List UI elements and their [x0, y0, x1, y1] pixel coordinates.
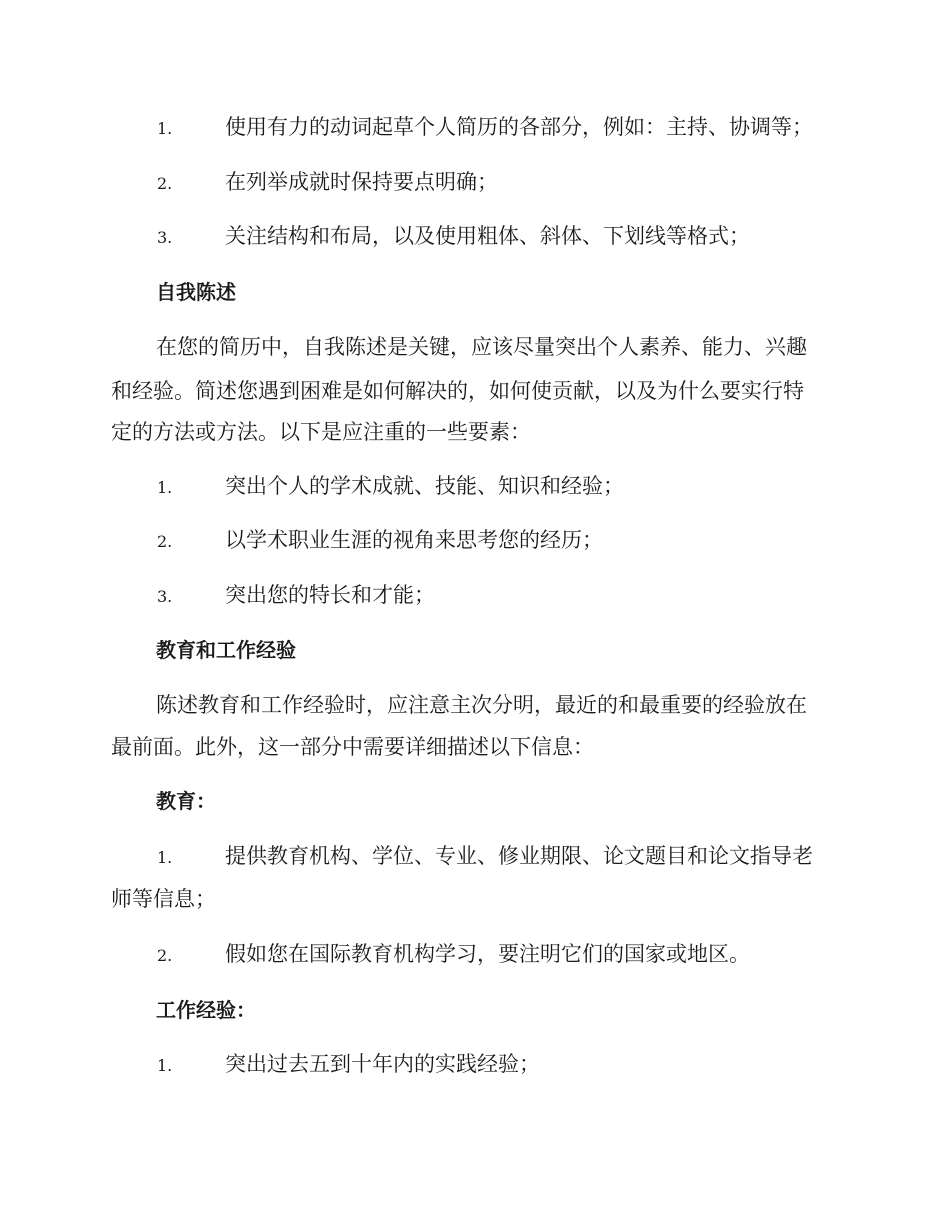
- paragraph-text: 和经验。简述您遇到困难是如何解决的，如何使贡献，以及为什么要实行特: [111, 379, 804, 403]
- list-number: 2.: [157, 174, 173, 193]
- list-item-text: 突出过去五到十年内的实践经验；: [225, 1052, 540, 1076]
- paragraph-text: 在您的简历中，自我陈述是关键，应该尽量突出个人素养、能力、兴趣: [156, 335, 807, 359]
- list-number: 2.: [157, 532, 173, 551]
- list-item-text: 提供教育机构、学位、专业、修业期限、论文题目和论文指导老: [225, 844, 813, 868]
- list-item-text: 师等信息；: [111, 887, 216, 911]
- list-item-text: 关注结构和布局，以及使用粗体、斜体、下划线等格式；: [225, 224, 750, 248]
- section-heading: 自我陈述: [156, 280, 236, 304]
- list-item-text: 突出个人的学术成就、技能、知识和经验；: [225, 474, 624, 498]
- paragraph-text: 定的方法或方法。以下是应注重的一些要素：: [111, 420, 531, 444]
- list-item-text: 以学术职业生涯的视角来思考您的经历；: [225, 528, 603, 552]
- list-number: 3.: [157, 228, 173, 247]
- list-number: 3.: [157, 587, 173, 606]
- list-number: 1.: [157, 478, 173, 497]
- paragraph-text: 最前面。此外，这一部分中需要详细描述以下信息：: [111, 735, 594, 759]
- list-number: 2.: [157, 946, 173, 965]
- list-number: 1.: [157, 1056, 173, 1075]
- list-number: 1.: [157, 119, 173, 138]
- paragraph-text: 陈述教育和工作经验时，应注意主次分明，最近的和最重要的经验放在: [156, 693, 807, 717]
- section-heading: 教育和工作经验: [156, 638, 296, 662]
- list-item-text: 突出您的特长和才能；: [225, 583, 435, 607]
- list-item-text: 在列举成就时保持要点明确；: [225, 170, 498, 194]
- list-item-text: 使用有力的动词起草个人简历的各部分，例如：主持、协调等；: [225, 115, 813, 139]
- list-item-text: 假如您在国际教育机构学习，要注明它们的国家或地区。: [225, 942, 750, 966]
- sub-heading: 教育：: [156, 789, 216, 813]
- list-number: 1.: [157, 848, 173, 867]
- sub-heading: 工作经验：: [156, 998, 256, 1022]
